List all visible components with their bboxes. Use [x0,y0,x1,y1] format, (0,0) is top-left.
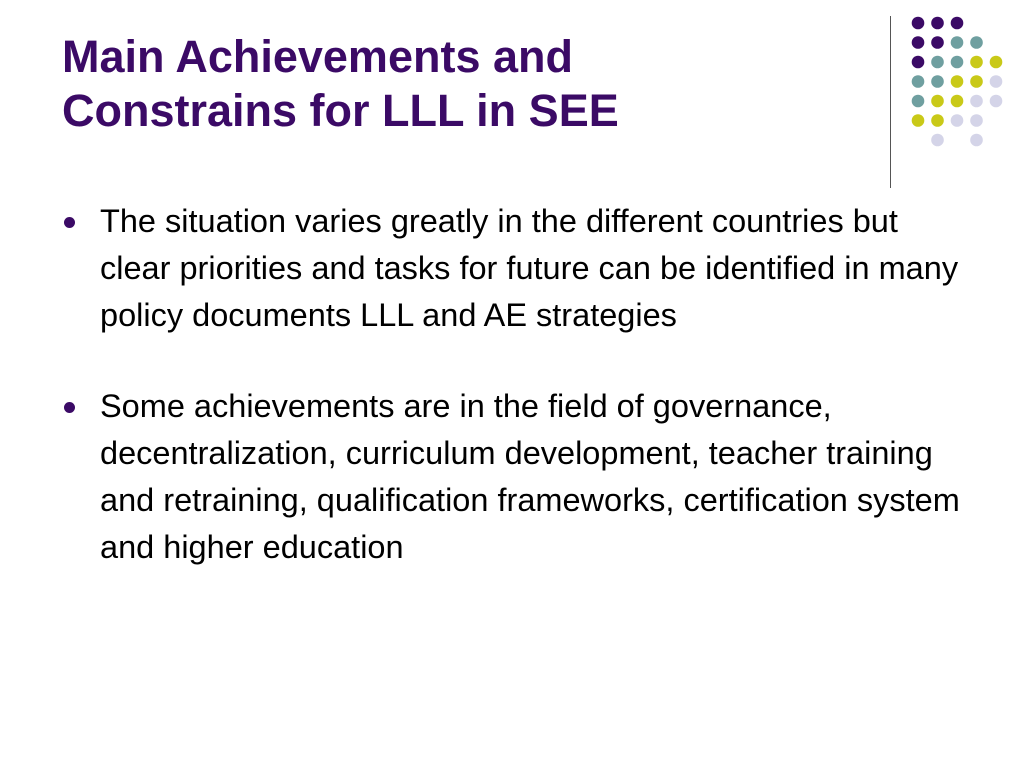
decorative-dot [931,36,944,49]
decorative-dot [951,36,964,49]
decorative-dot-grid [0,0,1024,200]
decorative-dot [912,17,925,30]
decorative-dot [931,114,944,127]
decorative-dot [931,75,944,88]
slide-title-line-1: Main Achievements and [62,31,573,82]
decorative-dot [931,17,944,30]
decorative-dot [990,56,1003,69]
bullet-text: The situation varies greatly in the different countries but clear priorities and tasks for future can be identified in many policy documents LLL and AE strategies [100,203,959,333]
decorative-dot [970,95,983,108]
decorative-dot [951,56,964,69]
decorative-dot [951,114,964,127]
decorative-dot [951,95,964,108]
decorative-dot [931,95,944,108]
bullet-text: Some achievements are in the field of governance, decentralization, curriculum development, teacher training and retraining, qualification frameworks, certification system and higher education [100,388,960,565]
decorative-dot [951,17,964,30]
decorative-dot [970,56,983,69]
decorative-dot [912,114,925,127]
bullet-dot-icon [64,402,75,413]
slide-title-line-2: Constrains for LLL in SEE [62,85,619,136]
decorative-dot [990,95,1003,108]
decorative-dot [912,56,925,69]
decorative-dot [931,56,944,69]
bullet-item [62,383,972,571]
bullet-list [62,198,972,615]
decorative-dot [970,75,983,88]
decorative-dot [970,114,983,127]
bullet-item [62,198,972,339]
bullet-dot-icon [64,217,75,228]
decorative-dot [970,134,983,147]
decorative-dot [912,95,925,108]
decorative-dot [970,36,983,49]
decorative-dot [990,75,1003,88]
decorative-dot [912,75,925,88]
decorative-dot [951,75,964,88]
decorative-dot [931,134,944,147]
decorative-dot [912,36,925,49]
